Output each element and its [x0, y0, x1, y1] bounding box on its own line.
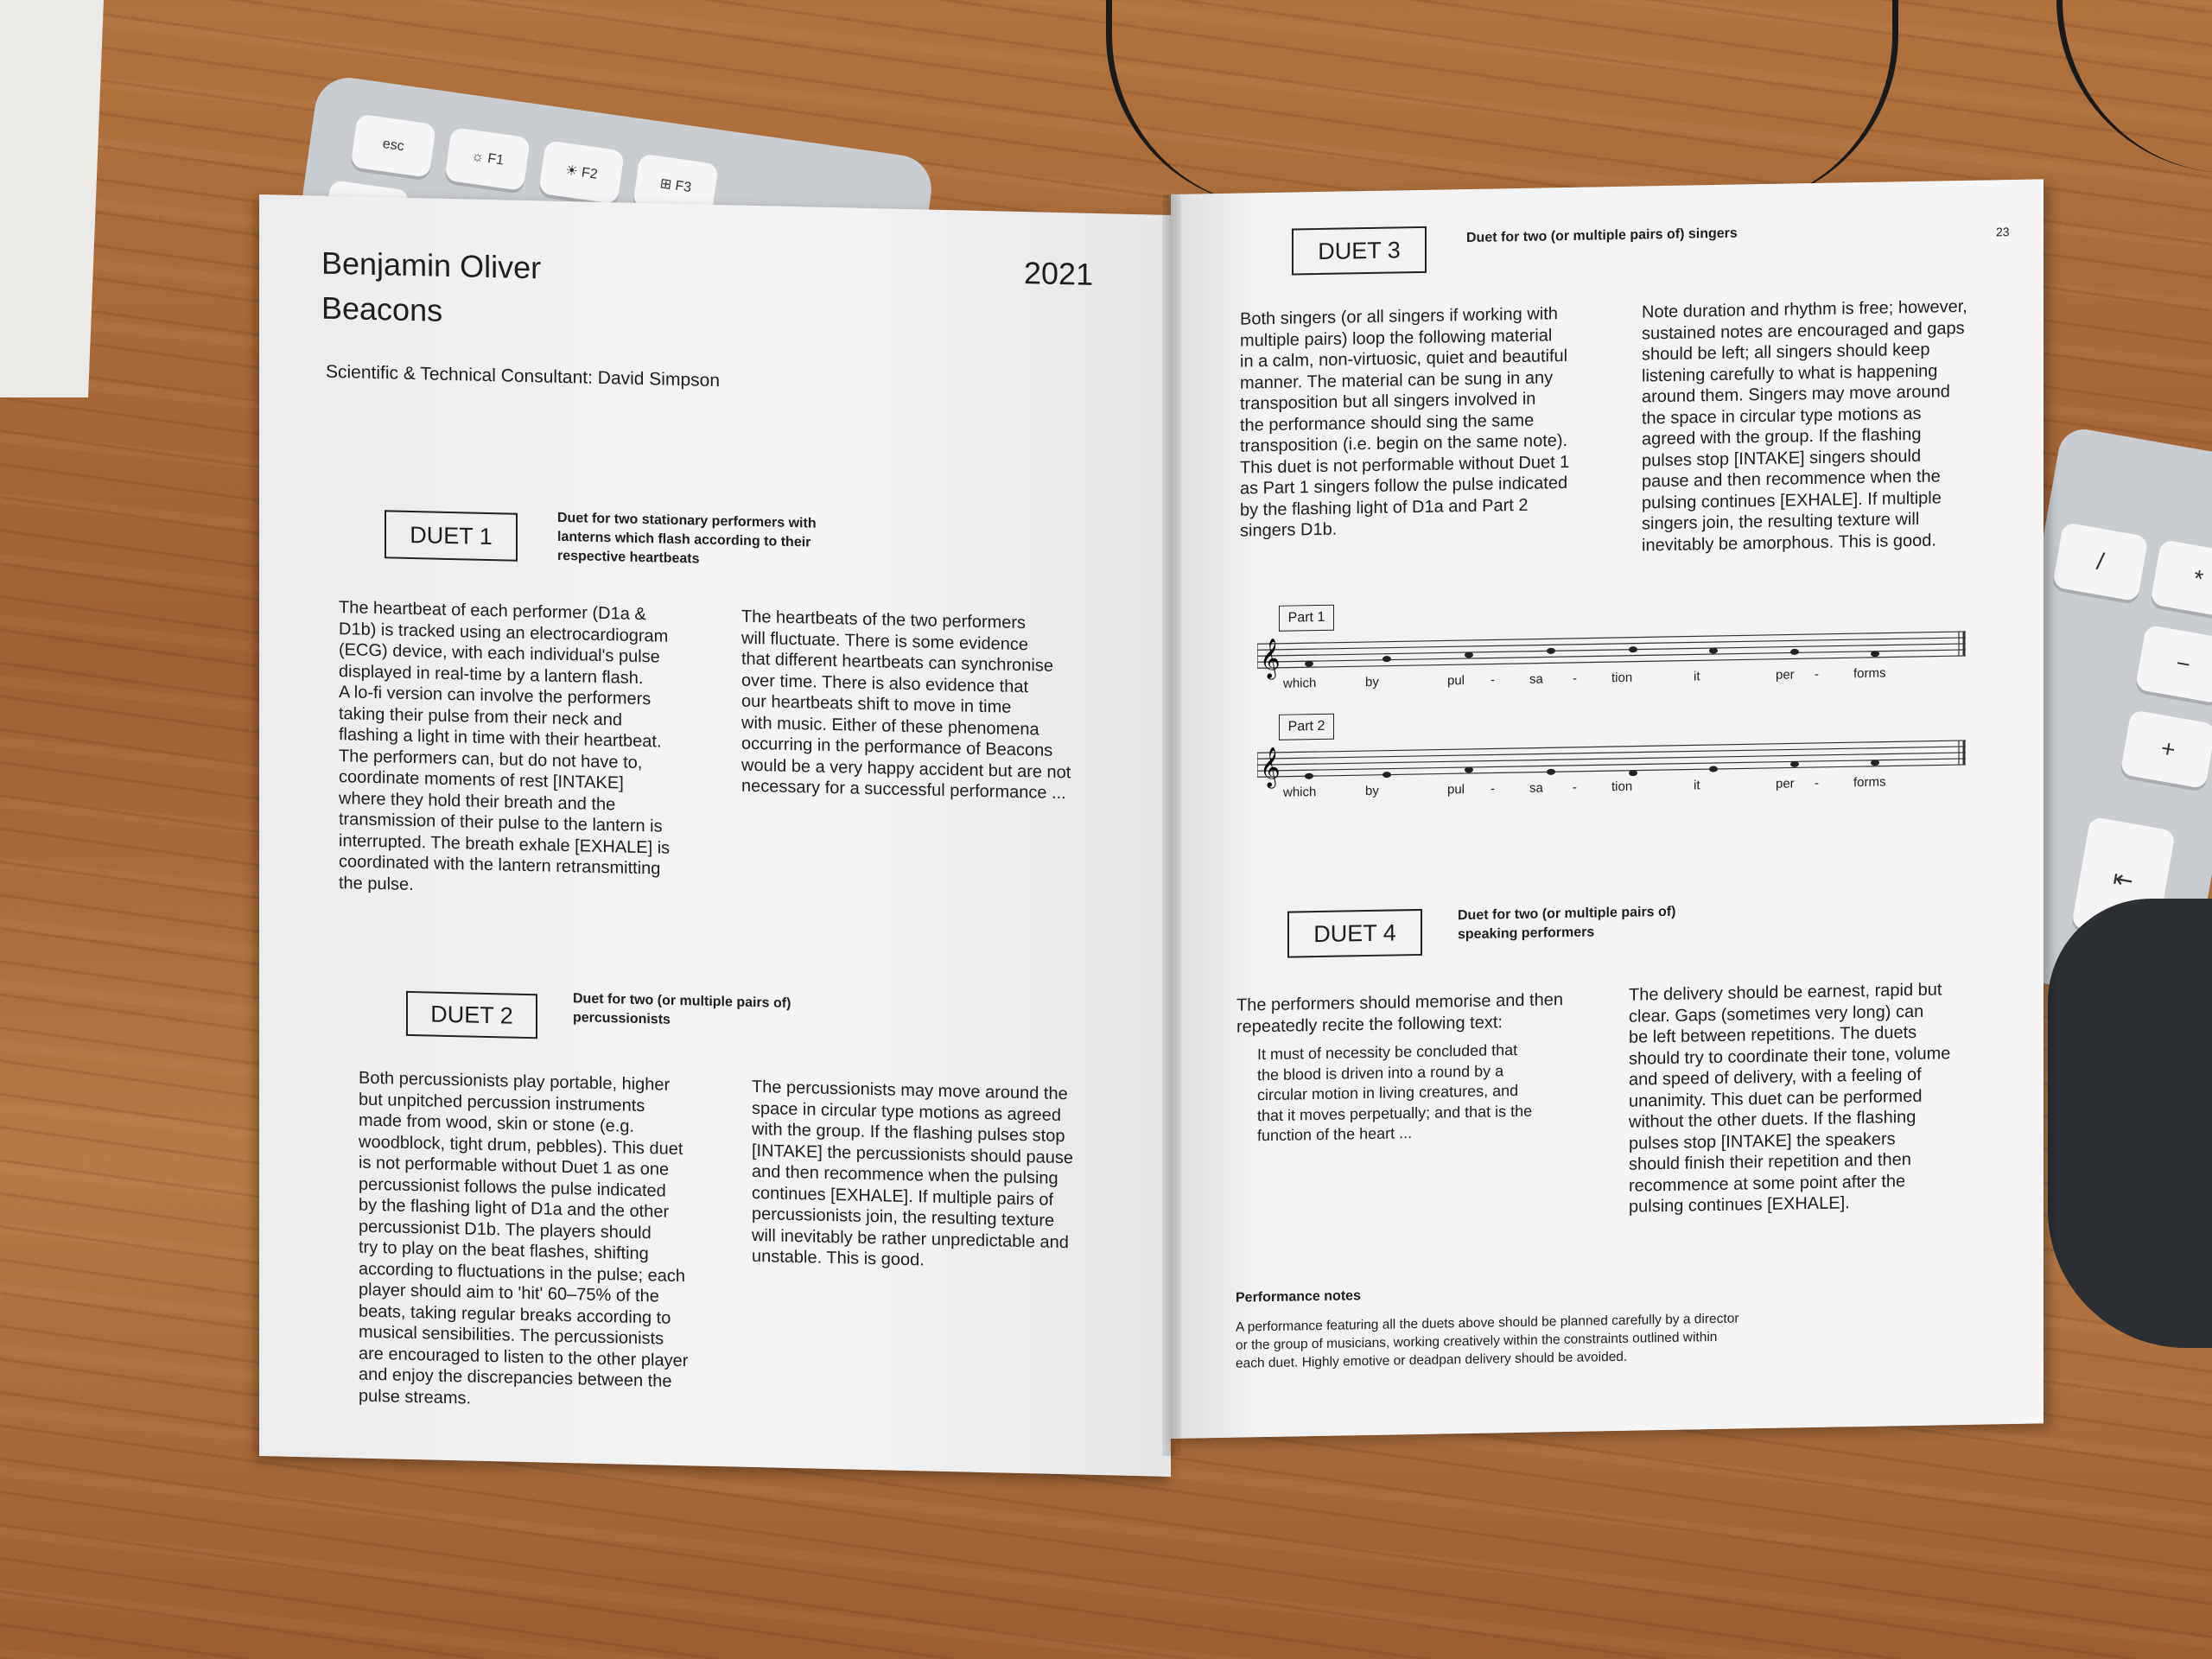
duet1-text-col2: The heartbeats of the two performers will fluctuate. There is some evidence that different heartbeats can synchronise over time. There is also evidence that our heartbeats shift to move in time with music. Either of these phenomena occurring in the performance of Beacons would be a very happy accident but are not necessary for a successful performance ...: [741, 607, 1071, 804]
f3-key[interactable]: ⊞ F3: [632, 153, 719, 217]
lyric: -: [1491, 781, 1495, 797]
duet4-text-col2: The delivery should be earnest, rapid but clear. Gaps (sometimes very long) can be left between repetitions. The duets should try to coordinate their tone, volume and speed of delivery, with a feeling of unanimity. This duet can be performed without the other duets. If the flashing pulses stop [INTAKE] the speakers should finish their repetition and then recommence at some point after the pulsing continues [EXHALE].: [1629, 980, 1951, 1217]
lyric: tion: [1611, 779, 1633, 795]
f2-key[interactable]: ☀ F2: [538, 140, 625, 204]
duet3-label: DUET 3: [1292, 226, 1427, 276]
lyric: pul: [1447, 673, 1465, 689]
lyric: -: [1815, 666, 1819, 682]
esc-key[interactable]: esc: [350, 114, 436, 178]
slash-key[interactable]: /: [2052, 522, 2149, 601]
cable: [1668, 0, 1898, 207]
spine: [1162, 194, 1181, 1456]
duet4-label: DUET 4: [1287, 909, 1422, 958]
duet2-description: Duet for two (or multiple pairs of) percussionists: [573, 991, 791, 1027]
page-number: 23: [1996, 225, 2010, 239]
lyric: forms: [1853, 665, 1886, 682]
lyric: pul: [1447, 782, 1465, 798]
duet2-text-col2: The percussionists may move around the space in circular type motions as agreed with the group. If the flashing pulses stop [INTAKE] the percussionists should pause and then recommence when the pulsing continues [EXHALE]. If multiple pairs of percussionists join, the resulting texture will inevitably be rather unpredictable and unstable. This is good.: [752, 1077, 1074, 1270]
home-key[interactable]: ⇤: [2071, 817, 2176, 942]
booklet: [259, 194, 2031, 1456]
mouse-pad: [2048, 899, 2212, 1348]
duet1-label: DUET 1: [385, 510, 518, 561]
lyric: -: [1573, 779, 1577, 795]
duet3-text-col2: Note duration and rhythm is free; however, sustained notes are encouraged and gaps should be left; all singers should keep listening carefully to what is happening around them. Singers may move around the space in circular type motions as agreed with the group. If the flashing pulses stop [INTAKE] singers should pause and then recommence when the pulsing continues [EXHALE]. If multiple singers join, the resulting texture will inevitably be amorphous. This is good.: [1642, 296, 1967, 555]
duet2-label: DUET 2: [406, 991, 537, 1039]
plus-key[interactable]: +: [2120, 709, 2212, 789]
lyric: by: [1365, 783, 1379, 799]
lyric: -: [1491, 672, 1495, 688]
duet4-intro: The performers should memorise and then repeatedly recite the following text:: [1236, 990, 1563, 1037]
minus-key[interactable]: −: [2135, 625, 2212, 704]
performance-notes-title: Performance notes: [1236, 1288, 1361, 1306]
author-name: Benjamin Oliver: [321, 245, 542, 286]
lyric: forms: [1853, 774, 1886, 791]
lyric: by: [1365, 674, 1379, 690]
part2-label: Part 2: [1279, 714, 1334, 741]
duet4-quote: It must of necessity be concluded that the blood is driven into a round by a circular motion in living creatures, and that it moves perpetually; and that is the function of the heart ...: [1257, 1040, 1533, 1145]
lyric: which: [1283, 676, 1317, 691]
consultant-credit: Scientific & Technical Consultant: David Simpson: [326, 361, 721, 391]
lyric: tion: [1611, 670, 1633, 686]
duet1-description: Duet for two stationary performers with lanterns which flash according to their respective heartbeats: [557, 510, 817, 567]
svg-text:𝄞: 𝄞: [1260, 747, 1281, 788]
part1-label: Part 1: [1279, 605, 1334, 632]
paper-corner: [0, 0, 104, 397]
lyric: it: [1694, 669, 1700, 684]
lyric: per: [1776, 667, 1795, 683]
duet2-text-col1: Both percussionists play portable, higher but unpitched percussion instruments made from wood, skin or stone (e.g. woodblock, tight drum, pebbles). This duet is not performable without Duet 1 as one percussionist follows the pulse indicated by the flashing light of D1a and the other percussionist D1b. The players should try to play on the beat flashes, shifting according to fluctuations in the pulse; each player should aim to 'hit' 60–75% of the beats, taking regular breaks according to musical sensibilities. The percussionists are encouraged to listen to the other player and enjoy the discrepancies between the pulse streams.: [359, 1068, 689, 1408]
cable: [2056, 0, 2212, 173]
cable: [1106, 0, 1302, 207]
lyric: it: [1694, 778, 1700, 793]
year: 2021: [1024, 255, 1094, 292]
lyric: sa: [1529, 671, 1543, 687]
right-page: [1171, 179, 2044, 1439]
asterisk-key[interactable]: *: [2150, 539, 2212, 619]
lyric: -: [1815, 775, 1819, 791]
performance-notes: A performance featuring all the duets above should be planned carefully by a director or the group of musicians, working creatively within the constraints outlined within each duet. Highly emotive or deadpan delivery should be avoided.: [1236, 1311, 1739, 1371]
piece-title: Beacons: [321, 289, 443, 328]
lyric: per: [1776, 776, 1795, 791]
duet4-description: Duet for two (or multiple pairs of) speaking performers: [1458, 904, 1676, 943]
lyric: which: [1283, 785, 1317, 800]
duet1-text-col1: The heartbeat of each performer (D1a & D1b) is tracked using an electrocardiogram (ECG) device, with each individual's pulse displayed in real-time by a lantern flash. A lo-fi version can involve the performers taking their pulse from their neck and flashing a light in time with their heartbeat. The performers can, but do not have to, coordinate moments of rest [INTAKE] where they hold their breath and the transmission of their pulse to the lantern is interrupted. The breath exhale [EXHALE] is coordinated with the lantern retransmitting the pulse.: [339, 598, 671, 894]
f1-key[interactable]: ☼ F1: [444, 127, 531, 191]
lyric: sa: [1529, 780, 1543, 796]
duet3-text-col1: Both singers (or all singers if working with multiple pairs) loop the following material in a calm, non-virtuosic, quiet and beautiful manner. The material can be sung in any transposition but all singers involved in the performance should sing the same transposition (i.e. begin on the same note). This duet is not performable without Duet 1 as Part 1 singers follow the pulse indicated by the flashing light of D1a and Part 2 singers D1b.: [1240, 304, 1570, 541]
duet3-description: Duet for two (or multiple pairs of) singers: [1466, 226, 1738, 246]
lyric: -: [1573, 671, 1577, 686]
svg-text:𝄞: 𝄞: [1260, 638, 1281, 679]
left-page: [259, 194, 1171, 1477]
